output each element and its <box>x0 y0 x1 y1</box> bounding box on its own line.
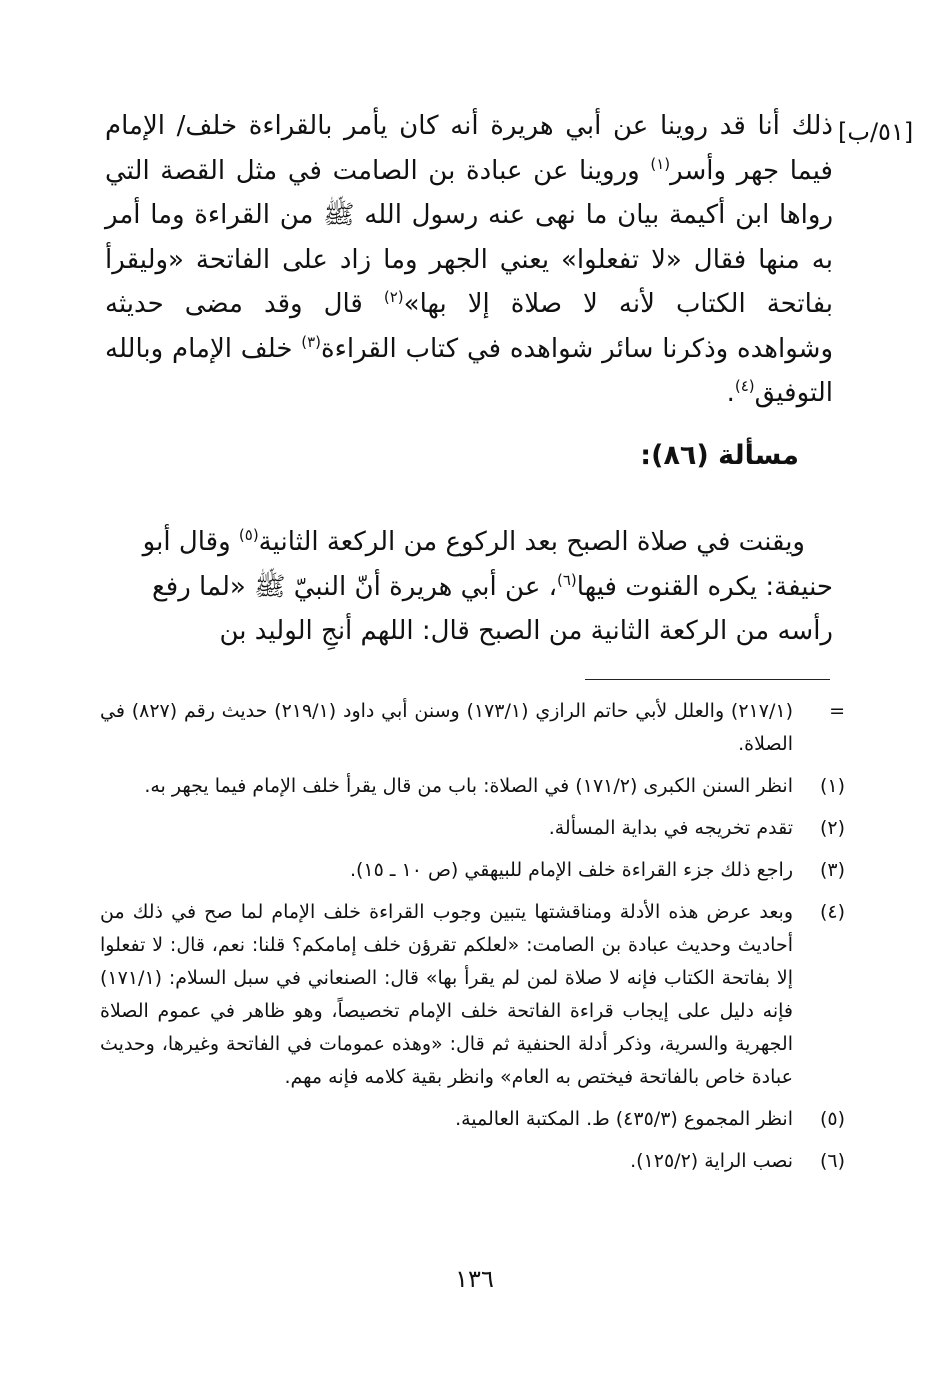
text-line: وشواهده وذكرنا سائر شواهده في كتاب القراءة$^{(٣)}$ خلف الإمام وبالله <box>105 332 833 364</box>
section-heading: مسألة (٨٦): <box>640 440 799 471</box>
footnote-number: (٥) <box>819 1108 845 1130</box>
footnote-text: (٢١٧/١) والعلل لأبي حاتم الرازي (١٧٣/١) وسنن أبي داود (٢١٩/١) حديث رقم (٨٢٧) في الصلاة. <box>100 700 793 755</box>
footnote-ref: (٣) <box>301 332 321 351</box>
text-line: به منها فقال «لا تفعلوا» يعني الجهر وما زاد على الفاتحة «وليقرأ <box>105 244 833 275</box>
footnote-ref: (١) <box>650 154 671 173</box>
footnote <box>100 695 845 761</box>
folio-margin-note: [٥١/ب] <box>838 118 914 146</box>
footnote-text: انظر السنن الكبرى (١٧١/٢) في الصلاة: باب من قال يقرأ خلف الإمام فيما يجهر به. <box>144 775 793 797</box>
footnote-ref: (٦) <box>557 570 577 589</box>
second-paragraph: ويقنت في صلاة الصبح بعد الركوع من الركعة الثانية$^{(٥)}$ وقال أبو حنيفة: يكره القنوت فيها$^{(٦)}$، عن أبي هريرة أنّ النبيّ ﷺ «لما رفع رأسه من الركعة الثانية من الصبح قال: اللهم أنجِ الوليد بن <box>142 526 833 646</box>
text-line: فيما جهر وأسر$^{(١)}$ وروينا عن عبادة بن الصامت في مثل القصة التي <box>105 154 833 186</box>
footnote-ref: (٤) <box>734 377 755 395</box>
page-number: ١٣٦ <box>455 1265 494 1293</box>
footnote <box>100 812 845 845</box>
text-line: رواها ابن أكيمة بيان ما نهى عنه رسول الله ﷺ من القراءة وما أمر <box>105 200 833 230</box>
footnote-number: (١) <box>819 775 845 797</box>
footnote <box>100 1145 845 1178</box>
footnotes <box>100 695 845 1187</box>
text-line: ذلك أنا قد روينا عن أبي هريرة أنه كان يأمر بالقراءة خلف/ الإمام <box>105 111 833 141</box>
footnote <box>100 854 845 887</box>
footnote-text: تقدم تخريجه في بداية المسألة. <box>548 817 793 839</box>
footnote-ref: (٢) <box>383 288 404 306</box>
footnote-separator <box>585 679 830 680</box>
footnote <box>100 896 845 1094</box>
footnote-text: نصب الراية (١٢٥/٢). <box>630 1150 793 1172</box>
footnote-number: (٦) <box>819 1150 845 1172</box>
footnote <box>100 1103 845 1136</box>
main-paragraph <box>105 104 833 416</box>
text-line: بفاتحة الكتاب لأنه لا صلاة إلا بها»$^{(٢)}$ قال وقد مضى حديثه <box>105 288 833 319</box>
footnote <box>100 770 845 803</box>
footnote-number: = <box>829 700 845 722</box>
footnote-text: راجع ذلك جزء القراءة خلف الإمام للبيهقي (ص ١٠ ـ ١٥). <box>349 859 793 881</box>
footnote-number: (٤) <box>819 901 845 923</box>
footnote-number: (٣) <box>819 859 845 881</box>
footnote-ref: (٥) <box>238 526 259 544</box>
footnote-text: وبعد عرض هذه الأدلة ومناقشتها يتبين وجوب القراءة خلف الإمام لما صح في ذلك من أحاديث وحديث عبادة بن الصامت: «لعلكم تقرؤن خلف إمامكم؟ قلنا: نعم، قال: لا تفعلوا إلا بفاتحة الكتاب فإنه لا صلاة لمن لم يقرأ بها» قال: الصنعاني في سبل السلام: (١٧١/١) فإنه دليل على إيجاب قراءة الفاتحة خلف الإمام تخصيصاً، وهو ظاهر في عموم الصلاة الجهرية والسرية، وذكر أدلة الحنفية ثم قال: «وهذه عمومات في الفاتحة وغيرها، وحديث عبادة خاص بالفاتحة فيختص به العام» وانظر بقية كلامه فإنه مهم. <box>100 901 793 1088</box>
footnote-number: (٢) <box>819 817 845 839</box>
text-line: التوفيق$^{(٤)}$. <box>726 377 833 408</box>
footnote-text: انظر المجموع (٤٣٥/٣) ط. المكتبة العالمية. <box>455 1108 793 1130</box>
